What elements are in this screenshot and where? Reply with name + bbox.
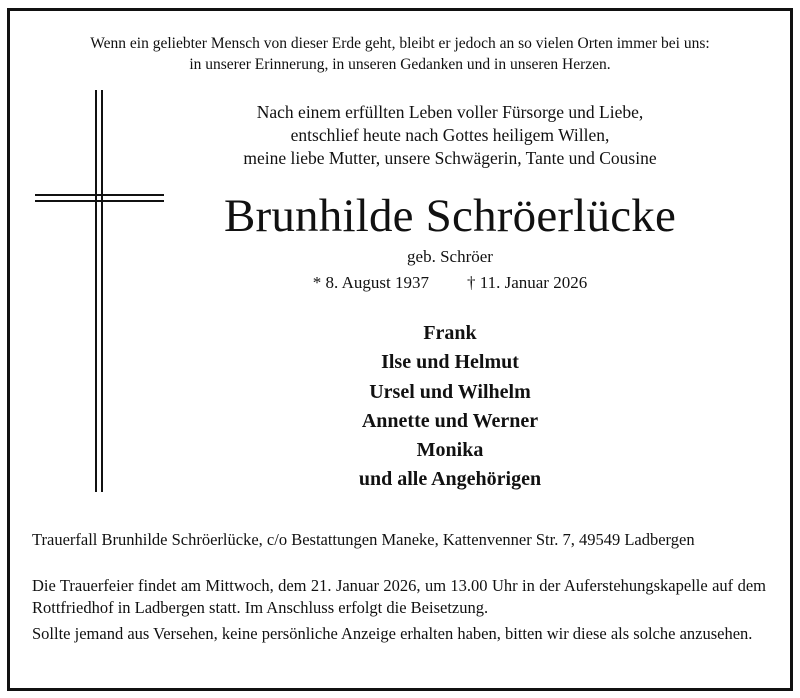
mourner-name: und alle Angehörigen [358,468,542,491]
notice-text: Sollte jemand aus Versehen, keine persönliche Anzeige erhalten haben, bitten wir diese als solche anzusehen. [32,624,753,643]
death-date: † 11. Januar 2026 [466,273,588,292]
intro-line: Wenn ein geliebter Mensch von dieser Erde geht, bleibt er jedoch an so vielen Orten immer bei uns: [90,35,710,52]
birth-date: * 8. August 1937 [312,273,429,292]
funeral-info: Die Trauerfeier findet am Mittwoch, dem 21. Januar 2026, um 13.00 Uhr in der Auferstehungskapelle auf dem Rottfriedhof in Ladbergen statt. Im Anschluss erfolgt die Beisetzung. [32,576,766,617]
mourner-name: Frank [423,322,477,344]
mourner-name: Monika [416,439,484,462]
deceased-name: Brunhilde Schröerlücke [223,190,677,242]
mourners-list [190,319,710,495]
intro-text [0,33,800,75]
contact-address: Trauerfall Brunhilde Schröerlücke, c/o Bestattungen Maneke, Kattenvenner Str. 7, 49549 Ladbergen [32,530,695,549]
announcement-text [225,101,675,170]
announcement-line: meine liebe Mutter, unsere Schwägerin, Tante und Cousine [243,148,657,168]
announcement-line: entschlief heute nach Gottes heiligem Willen, [290,125,610,145]
intro-line: in unserer Erinnerung, in unseren Gedanken und in unseren Herzen. [189,56,611,73]
announcement-line: Nach einem erfüllten Leben voller Fürsorge und Liebe, [256,102,644,122]
birth-name: geb. Schröer [407,247,493,266]
mourner-name: Ilse und Helmut [381,351,519,374]
life-dates [190,273,710,293]
mourner-name: Ursel und Wilhelm [369,380,531,403]
mourner-name: Annette und Werner [361,409,539,432]
